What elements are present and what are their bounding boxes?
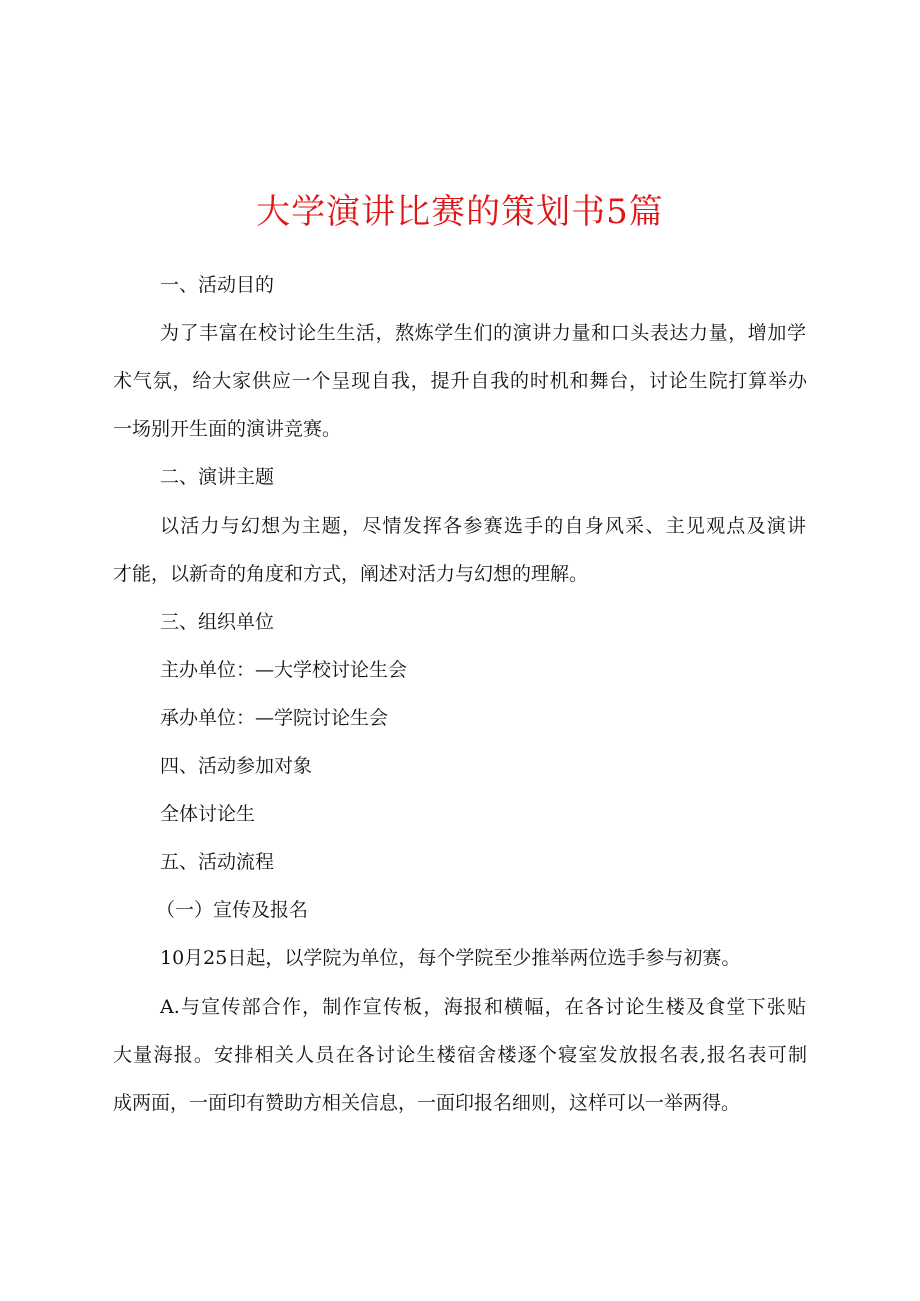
section-heading-purpose: 一、活动目的 [160, 274, 275, 296]
paragraph-line: 成两面，一面印有赞助方相关信息，一面印报名细则，这样可以一举两得。 [113, 1092, 741, 1114]
paragraph-line: 才能，以新奇的角度和方式，阐述对活力与幻想的理解。 [113, 563, 589, 585]
participants-line: 全体讨论生 [160, 803, 256, 825]
paragraph-line: 大量海报。安排相关人员在各讨论生楼宿舍楼逐个寝室发放报名表,报名表可制 [113, 1044, 807, 1066]
document-title: 大学演讲比赛的策划书5篇 [256, 192, 664, 232]
subsection-heading-publicity: （一）宣传及报名 [156, 899, 309, 921]
section-heading-process: 五、活动流程 [160, 851, 275, 873]
paragraph-line: A.与宣传部合作，制作宣传板，海报和横幅，在各讨论生楼及食堂下张贴 [160, 996, 806, 1018]
paragraph-line: 10月25日起，以学院为单位，每个学院至少推举两位选手参与初赛。 [160, 947, 741, 969]
paragraph-line: 以活力与幻想为主题，尽情发挥各参赛选手的自身风采、主见观点及演讲 [160, 515, 806, 537]
section-heading-organizers: 三、组织单位 [160, 611, 275, 633]
host-unit-line: 主办单位：—大学校讨论生会 [160, 659, 408, 681]
section-heading-participants: 四、活动参加对象 [160, 755, 313, 777]
section-heading-theme: 二、演讲主题 [160, 466, 275, 488]
paragraph-line: 术气氛，给大家供应一个呈现自我，提升自我的时机和舞台，讨论生院打算举办 [113, 370, 807, 392]
paragraph-line: 为了丰富在校讨论生生活，熬炼学生们的演讲力量和口头表达力量，增加学 [160, 322, 806, 344]
paragraph-line: 一场别开生面的演讲竞赛。 [113, 418, 342, 440]
organizer-unit-line: 承办单位：—学院讨论生会 [160, 707, 389, 729]
